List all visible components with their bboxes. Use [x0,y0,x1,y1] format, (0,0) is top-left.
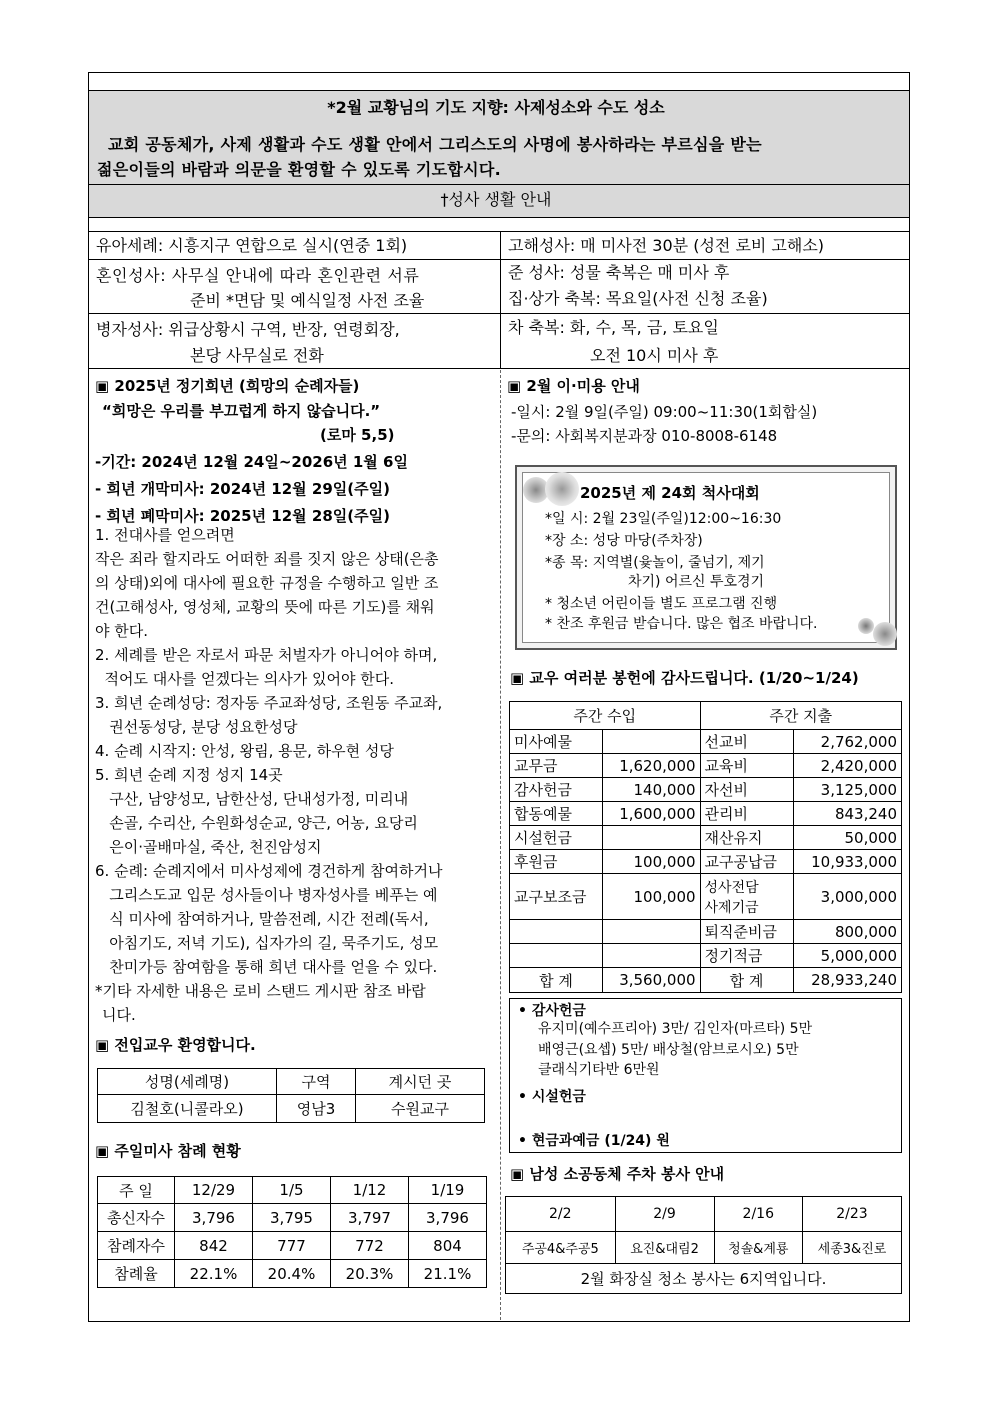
income-item: 교구보조금 [510,874,603,920]
infant-baptism: 유아세례: 시흥지구 연합으로 실시(연중 1회) [96,236,408,255]
decoration-dot-icon [858,618,874,634]
expense-amount: 3,000,000 [793,874,901,920]
income-amount [603,920,700,944]
expense-amount: 10,933,000 [793,850,901,874]
haircut-contact: -문의: 사회복지분과장 010-8008-6148 [511,427,778,445]
income-amount: 1,600,000 [603,802,700,826]
jubilee-detail-line: 야 한다. [95,622,149,640]
expense-item: 퇴직준비금 [700,920,793,944]
jubilee-detail-line: 2. 세례를 받은 자로서 파문 처벌자가 아니어야 하며, [95,646,438,664]
income-item [510,944,603,968]
car-blessing-line-1: 차 축복: 화, 수, 목, 금, 토요일 [508,318,719,337]
expense-amount: 5,000,000 [793,944,901,968]
expense-item: 성사전담 사제기금 [700,874,793,920]
jubilee-opening-mass: - 희년 개막미사: 2024년 12월 29일(주일) [95,480,390,498]
expense-amount: 2,420,000 [793,754,901,778]
thanks-line-2: 배영근(요셉) 5만/ 배상철(암브로시오) 5만 [538,1042,799,1058]
parking-group: 요진&대림2 [615,1232,714,1264]
income-amount: 140,000 [603,778,700,802]
sports-line-1: *일 시: 2월 23일(주일)12:00~16:30 [545,511,782,527]
sacrament-title: †성사 생활 안내 [440,190,552,209]
expense-amount: 2,762,000 [793,730,901,754]
jubilee-quote: “희망은 우리를 부끄럽게 하지 않습니다.” [102,402,381,420]
sports-line-3: *종 목: 지역별(윷놀이, 줄넘기, 제기 [545,555,765,571]
attendance-cell: 20.4% [253,1260,331,1288]
parking-table [505,1196,902,1294]
parking-group: 세종3&진로 [802,1232,901,1264]
attendance-header: 1/19 [409,1177,487,1204]
expense-item: 자선비 [700,778,793,802]
parking-date: 2/9 [615,1197,714,1232]
attendance-cell: 21.1% [409,1260,487,1288]
income-amount [603,944,700,968]
restroom-note: 2월 화장실 청소 봉사는 6지역입니다. [506,1264,902,1294]
sports-line-4: 차기) 어르신 투호경기 [628,574,765,590]
expense-amount: 50,000 [793,826,901,850]
jubilee-detail-line: 적어도 대사를 얻겠다는 의사가 있어야 한다. [95,670,394,688]
jubilee-detail-line: 의 상태)외에 대사에 필요한 규정을 수행하고 일반 조 [95,574,439,592]
income-header: 주간 수입 [510,702,701,730]
attendance-cell: 3,795 [253,1204,331,1232]
income-item: 미사예물 [510,730,603,754]
expense-total-label: 합 계 [700,968,793,993]
income-item: 시설헌금 [510,826,603,850]
jubilee-note-line-2: 니다. [102,1006,136,1024]
attendance-cell: 772 [331,1232,409,1260]
jubilee-reference: (로마 5,5) [320,426,395,444]
sick-line-1: 병자성사: 위급상황시 구역, 반장, 연령회장, [96,320,400,339]
parking-heading: ▣ 남성 소공동체 주차 봉사 안내 [510,1165,725,1183]
newcomers-header-origin: 계시던 곳 [356,1069,485,1095]
newcomers-heading: ▣ 전입교우 환영합니다. [95,1036,256,1054]
newcomers-header-district: 구역 [277,1069,356,1095]
jubilee-period: -기간: 2024년 12월 24일~2026년 1월 6일 [95,453,408,471]
jubilee-detail-line: 3. 희년 순례성당: 정자동 주교좌성당, 조원동 주교좌, [95,694,443,712]
jubilee-detail-line: 5. 희년 순례 지정 성지 14곳 [95,766,283,784]
expense-item: 교육비 [700,754,793,778]
confession: 고해성사: 매 미사전 30분 (성전 로비 고해소) [508,236,825,255]
attendance-row-label: 총신자수 [98,1204,175,1232]
income-item [510,920,603,944]
sports-title: 2025년 제 24회 척사대회 [580,484,760,502]
attendance-cell: 804 [409,1232,487,1260]
finance-heading: ▣ 교우 여러분 봉헌에 감사드립니다. (1/20~1/24) [510,669,859,687]
cash-heading: • 현금과예금 (1/24) 원 [518,1133,670,1149]
jubilee-note-line-1: *기타 자세한 내용은 로비 스탠드 게시판 참조 바랍 [95,982,426,1000]
income-amount: 100,000 [603,874,700,920]
attendance-header: 1/12 [331,1177,409,1204]
jubilee-closing-mass: - 희년 폐막미사: 2025년 12월 28일(주일) [95,507,390,525]
income-item: 감사헌금 [510,778,603,802]
finance-table [509,701,902,993]
income-item: 합동예물 [510,802,603,826]
attendance-cell: 3,796 [175,1204,253,1232]
attendance-table [97,1176,487,1288]
expense-amount: 843,240 [793,802,901,826]
jubilee-detail-line: 구산, 남양성모, 남한산성, 단내성가정, 미리내 [95,790,409,808]
parking-group: 청솔&계룡 [714,1232,802,1264]
expense-item: 선교비 [700,730,793,754]
decoration-dot-icon [873,622,897,646]
expense-header: 주간 지출 [700,702,901,730]
blessing-line-2: 집·상가 축복: 목요일(사전 신청 조율) [508,289,768,308]
attendance-header: 1/5 [253,1177,331,1204]
newcomer-district: 영남3 [277,1095,356,1123]
jubilee-detail-line: 그리스도교 입문 성사들이나 병자성사를 베푸는 예 [95,886,438,904]
expense-total: 28,933,240 [793,968,901,993]
marriage-line-2: 준비 *면담 및 예식일정 사전 조율 [190,291,425,310]
jubilee-detail-line: 1. 전대사를 얻으려면 [95,526,235,544]
jubilee-detail-line: 찬미가등 참여함을 통해 희년 대사를 얻을 수 있다. [95,958,438,976]
thanks-line-3: 클래식기타반 6만원 [538,1062,660,1078]
attendance-cell: 3,796 [409,1204,487,1232]
thanks-heading: • 감사헌금 [518,1003,586,1019]
jubilee-heading: ▣ 2025년 정기희년 (희망의 순례자들) [95,377,360,395]
attendance-cell: 20.3% [331,1260,409,1288]
attendance-row-label: 참례자수 [98,1232,175,1260]
blessing-line-1: 준 성사: 성물 축복은 매 미사 후 [508,263,730,282]
jubilee-detail-line: 손골, 수리산, 수원화성순교, 양근, 어농, 요당리 [95,814,418,832]
income-amount: 100,000 [603,850,700,874]
attendance-cell: 777 [253,1232,331,1260]
parking-date: 2/2 [506,1197,616,1232]
marriage-line-1: 혼인성사: 사무실 안내에 따라 혼인관련 서류 [96,266,420,285]
attendance-cell: 22.1% [175,1260,253,1288]
attendance-header: 주 일 [98,1177,175,1204]
parking-group: 주공4&주공5 [506,1232,616,1264]
sports-line-6: * 찬조 후원금 받습니다. 많은 협조 바랍니다. [545,616,818,632]
income-item: 후원금 [510,850,603,874]
jubilee-detail-line: 건(고해성사, 영성체, 교황의 뜻에 따른 기도)를 채워 [95,598,435,616]
decoration-dot-icon [545,472,579,506]
income-item: 교무금 [510,754,603,778]
thanks-line-1: 유지미(예수프리아) 3만/ 김인자(마르타) 5만 [538,1021,813,1037]
newcomer-origin: 수원교구 [356,1095,485,1123]
jubilee-detail-line: 식 미사에 참여하거나, 말씀전례, 시간 전례(독서, [95,910,429,928]
attendance-cell: 842 [175,1232,253,1260]
jubilee-detail-line: 아침기도, 저녁 기도), 십자가의 길, 묵주기도, 성모 [95,934,439,952]
prayer-line-2: 젊은이들의 바람과 의문을 환영할 수 있도록 기도합시다. [97,160,501,179]
jubilee-detail-line: 은이·골배마실, 죽산, 천진암성지 [95,838,322,856]
expense-amount: 800,000 [793,920,901,944]
income-amount [603,826,700,850]
jubilee-detail-line: 권선동성당, 분당 성요한성당 [95,718,298,736]
haircut-heading: ▣ 2월 이·미용 안내 [507,377,640,395]
car-blessing-line-2: 오전 10시 미사 후 [590,346,719,365]
sick-line-2: 본당 사무실로 전화 [190,346,324,365]
attendance-header: 12/29 [175,1177,253,1204]
expense-amount: 3,125,000 [793,778,901,802]
income-amount [603,730,700,754]
expense-item: 교구공납금 [700,850,793,874]
attendance-heading: ▣ 주일미사 참례 현황 [95,1142,241,1160]
sports-line-2: *장 소: 성당 마당(주차장) [545,533,703,549]
attendance-row-label: 참례율 [98,1260,175,1288]
jubilee-detail-line: 6. 순례: 순례지에서 미사성제에 경건하게 참여하거나 [95,862,443,880]
attendance-cell: 3,797 [331,1204,409,1232]
expense-item: 관리비 [700,802,793,826]
expense-item: 정기적금 [700,944,793,968]
jubilee-detail-line: 작은 죄라 할지라도 어떠한 죄를 짓지 않은 상태(은총 [95,550,439,568]
income-total-label: 합 계 [510,968,603,993]
parking-date: 2/16 [714,1197,802,1232]
facility-heading: • 시설헌금 [518,1089,586,1105]
prayer-title: *2월 교황님의 기도 지향: 사제성소와 수도 성소 [327,98,665,117]
sports-line-5: * 청소년 어린이들 별도 프로그램 진행 [545,596,778,612]
haircut-date: -일시: 2월 9일(주일) 09:00~11:30(1회합실) [511,403,818,421]
prayer-line-1: 교회 공동체가, 사제 생활과 수도 생활 안에서 그리스도의 사명에 봉사하라는 부르심을 받는 [108,135,762,154]
expense-item: 재산유지 [700,826,793,850]
newcomers-header-name: 성명(세례명) [98,1069,277,1095]
newcomers-table [97,1068,485,1123]
income-total: 3,560,000 [603,968,700,993]
jubilee-detail-line: 4. 순례 시작지: 안성, 왕림, 용문, 하우현 성당 [95,742,394,760]
parking-date: 2/23 [802,1197,901,1232]
income-amount: 1,620,000 [603,754,700,778]
newcomer-name: 김철호(니콜라오) [98,1095,277,1123]
